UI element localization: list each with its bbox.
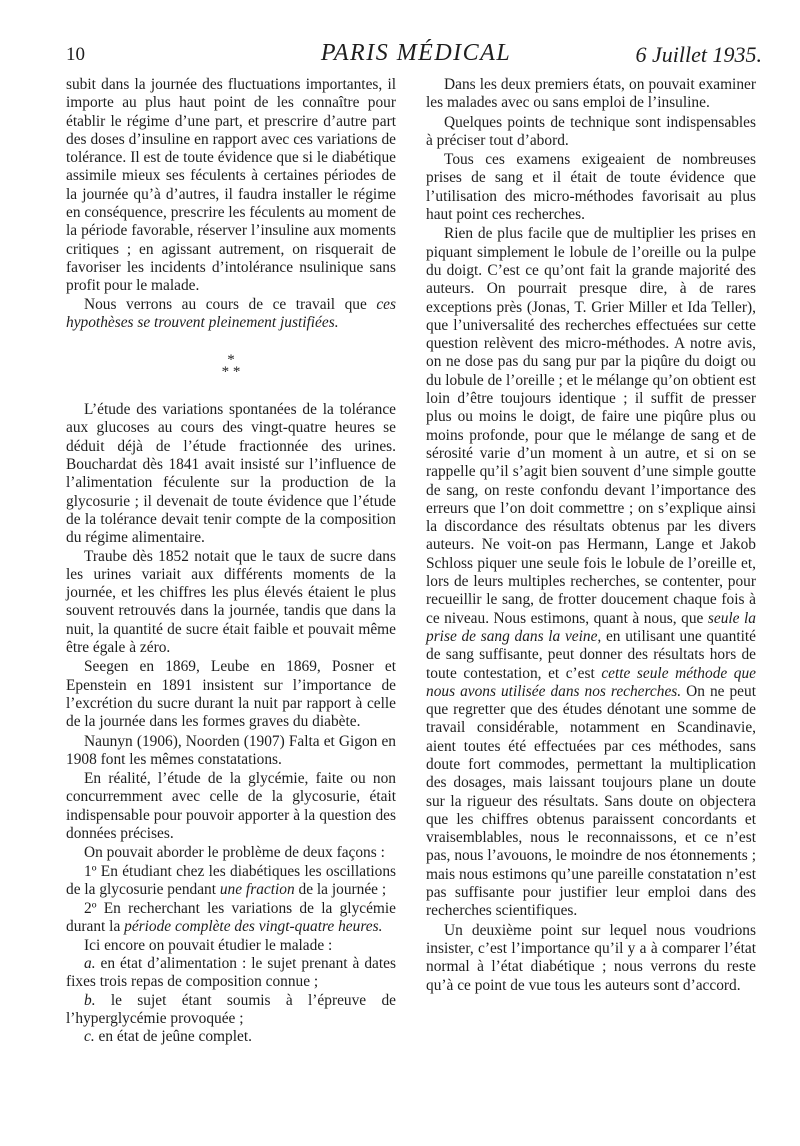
paragraph: Seegen en 1869, Leube en 1869, Posner et Epenstein en 1891 insistent sur l’importance de l’excrétion du sucre durant la nuit par rapport à celle de la journée dans les formes graves du diabète.: [66, 658, 396, 731]
paragraph: Quelques points de technique sont indispensables à préciser tout d’abord.: [426, 113, 756, 149]
paragraph: On pouvait aborder le problème de deux façons :: [84, 844, 385, 862]
paragraph: subit dans la journée des fluctuations importantes, il importe au plus haut point de les connaître pour établir le régime d’une part, et prescrire d’autre part des doses d’insuline en rapport avec ces variations de tolérance. Il est de toute évidence que si le diabétique assimile mieux ses féculents à certaines périodes de la journée qu’à d’autres, il faudra installer le régime en conséquence, prescrire les féculents au moment de la période favorable, réserver l’insuline aux moments critiques ; en agissant autrement, on risquerait de favoriser les incidents d’intolérance nsulinique sans profit pour le malade.: [66, 76, 396, 295]
paragraph: Traube dès 1852 notait que le taux de sucre dans les urines variait aux différents moments de la journée, et les chiffres les plus élevés étaient le plus souvent retrouvés dans la journée, tandis que dans la nuit, la quantité de sucre était faible et pouvait même être égale à zéro.: [66, 547, 396, 657]
paragraph: Tous ces examens exigeaient de nombreuses prises de sang et il était de toute évidence que l’utilisation des micro-méthodes favorisait au plus haut point ces recherches.: [426, 151, 756, 224]
paragraph: Dans les deux premiers états, on pouvait examiner les malades avec ou sans emploi de l’insuline.: [426, 76, 756, 112]
list-item: b. le sujet étant soumis à l’épreuve de l’hyperglycémie provoquée ;: [66, 991, 396, 1027]
section-asterism: * * *: [221, 352, 241, 381]
paragraph: Un deuxième point sur lequel nous voudrions insister, c’est l’importance qu’il y a à comparer l’état normal à l’état diabétique ; nous verrons du reste qu’à ce point de vue tous les auteurs sont d’accord.: [426, 921, 756, 994]
list-item: c. en état de jeûne complet.: [84, 1028, 252, 1046]
journal-title: PARIS MÉDICAL: [320, 40, 512, 66]
list-item: a. en état d’alimentation : le sujet prenant à dates fixes trois repas de composition connue ;: [66, 955, 396, 991]
list-item: 2º En recherchant les variations de la glycémie durant la période complète des vingt-quatre heures.: [66, 900, 396, 936]
left-column: [66, 76, 396, 1047]
paragraph: Rien de plus facile que de multiplier les prises en piquant simplement le lobule de l’oreille ou la pulpe du doigt. C’est ce qu’ont fait la grande majorité des auteurs. On pourrait presque dire, à de rares exceptions près (Jonas, T. Grier Miller et Ida Teller), que l’universalité des recherches effectuées sur cette question relèvent des micro-méthodes. A notre avis, on ne dose pas du sang pur par la piqûre du doigt ou du lobule de l’oreille ; et le mélange qu’on obtient est loin d’être toujours identique ; il suffit de presser plus ou moins le doigt, de faire une piqûre plus ou moins profonde, pour que le mélange de sang et de sérosité varie d’un moment à un autre, et si on se rappelle qu’il s’agit bien souvent d’une simple goutte de sang, on reste confondu devant l’importance des erreurs que l’on doit commettre ; on s’explique ainsi la discordance des résultats obtenus par les divers auteurs. Ne voit-on pas Hermann, Lange et Jakob Schloss piquer une seule fois le lobule de l’oreille et, lors de leurs multiples recherches, se contenter, pour recueillir le sang, de frotter doucement chaque fois à ce niveau. Nous estimons, quant à nous, que seule la prise de sang dans la veine, en utilisant une quantité de sang suffisante, peut donner des résultats hors de toute contestation, et c’est cette seule méthode que nous avons utilisée dans nos recherches. On ne peut que regretter que des études dénotant une somme de travail considérable, notamment en Scandinavie, aient toutes été effectuées par ces méthodes, sans doute fort commodes, permettant la multiplication des dosages, mais laissant toujours plane un doute sur la rigueur des résultats. Sans doute on objectera que les chiffres obtenus paraissent concordants et vraisemblables, nous le reconnaissons, et ce n’est pas, nous l’avouons, le moindre de nos étonnements ; mais nous estimons qu’une pareille constatation n’est pas suffisante pour justifier leur emploi dans des recherches scientifiques.: [426, 225, 756, 920]
issue-date: 6 Juillet 1935.: [635, 42, 762, 67]
page-header: [66, 38, 766, 72]
paragraph: En réalité, l’étude de la glycémie, faite ou non concurremment avec celle de la glycosurie, était indispensable pour pouvoir apporter à la question des données précises.: [66, 770, 396, 842]
paragraph: Naunyn (1906), Noorden (1907) Falta et Gigon en 1908 font les mêmes constatations.: [66, 732, 396, 768]
paragraph: L’étude des variations spontanées de la tolérance aux glucoses au cours des vingt-quatre heures se déduit déjà de l’étude fractionnée des urines. Bouchardat dès 1841 avait insisté sur l’influence de l’alimentation féculente sur la production de la glycosurie ; il devenait de toute évidence que l’étude de la tolérance devait tenir compte de la composition du régime alimentaire.: [66, 401, 396, 547]
paragraph: Nous verrons au cours de ce travail que ces hypothèses se trouvent pleinement justifiées.: [66, 295, 396, 331]
list-item: 1º En étudiant chez les diabétiques les oscillations de la glycosurie pendant une fraction de la journée ;: [66, 862, 396, 898]
page-number: 10: [66, 44, 85, 65]
right-column: [426, 76, 756, 995]
paragraph: Ici encore on pouvait étudier le malade :: [84, 936, 333, 954]
